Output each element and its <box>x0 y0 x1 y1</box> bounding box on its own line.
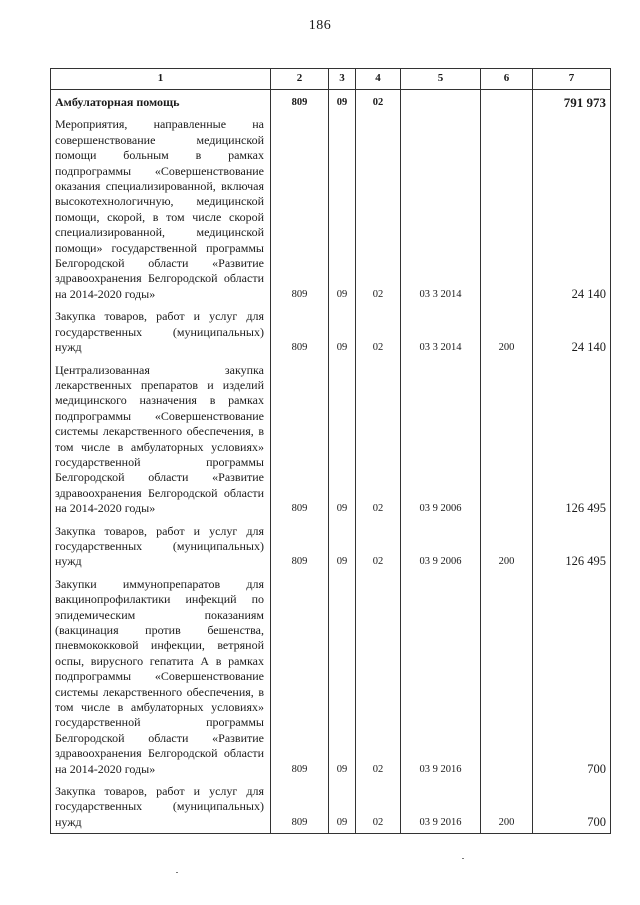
row-subsection: 02 <box>356 305 401 358</box>
row-code: 809 <box>271 780 329 834</box>
row-target-article: 03 9 2006 <box>401 359 481 520</box>
table-header-row <box>51 69 611 90</box>
scan-speck <box>462 858 464 859</box>
row-section: 09 <box>329 359 356 520</box>
column-header: 5 <box>401 69 481 90</box>
row-target-article: 03 9 2016 <box>401 780 481 834</box>
row-code: 809 <box>271 359 329 520</box>
row-name: Закупка товаров, работ и услуг для государственных (муниципальных) нужд <box>51 780 271 834</box>
column-header: 1 <box>51 69 271 90</box>
row-target-article: 03 9 2006 <box>401 520 481 573</box>
column-header: 7 <box>533 69 611 90</box>
row-expense-type: 200 <box>481 305 533 358</box>
budget-table <box>50 68 611 834</box>
table-row <box>51 573 611 780</box>
row-expense-type: 200 <box>481 520 533 573</box>
column-header: 2 <box>271 69 329 90</box>
row-target-article <box>401 90 481 114</box>
scan-speck <box>176 872 178 873</box>
row-subsection: 02 <box>356 113 401 305</box>
row-expense-type <box>481 573 533 780</box>
row-expense-type <box>481 113 533 305</box>
row-subsection: 02 <box>356 520 401 573</box>
table-row <box>51 359 611 520</box>
row-subsection: 02 <box>356 90 401 114</box>
row-amount: 700 <box>533 780 611 834</box>
row-name: Закупки иммунопрепаратов для вакцинопрофилактики инфекций по эпидемическим показаниям (вакцинация против бешенства, пневмококковой инфекции, ветряной оспы, вирусного гепатита А в рамках подпрограммы «Совершенствование системы лекарственного обеспечения, в том числе в амбулаторных условиях» государственной программы Белгородской области «Развитие здравоохранения Белгородской области на 2014-2020 годы» <box>51 573 271 780</box>
table-row <box>51 305 611 358</box>
row-code: 809 <box>271 520 329 573</box>
row-name: Амбулаторная помощь <box>51 90 271 114</box>
table-row <box>51 90 611 114</box>
row-amount: 126 495 <box>533 520 611 573</box>
table-row <box>51 780 611 834</box>
row-code: 809 <box>271 305 329 358</box>
row-subsection: 02 <box>356 780 401 834</box>
row-expense-type <box>481 90 533 114</box>
row-subsection: 02 <box>356 359 401 520</box>
row-expense-type: 200 <box>481 780 533 834</box>
row-amount: 700 <box>533 573 611 780</box>
row-section: 09 <box>329 305 356 358</box>
row-name: Централизованная закупка лекарственных препаратов и изделий медицинского назначения в рамках подпрограммы «Совершенствование системы лекарственного обеспечения, в том числе в амбулаторных условиях» государственной программы Белгородской области «Развитие здравоохранения Белгородской области на 2014-2020 годы» <box>51 359 271 520</box>
row-code: 809 <box>271 573 329 780</box>
row-amount: 24 140 <box>533 113 611 305</box>
row-name: Закупка товаров, работ и услуг для государственных (муниципальных) нужд <box>51 305 271 358</box>
row-section: 09 <box>329 520 356 573</box>
table-row <box>51 113 611 305</box>
row-amount: 24 140 <box>533 305 611 358</box>
row-name: Мероприятия, направленные на совершенствование медицинской помощи больным в рамках подпрограммы «Совершенствование оказания специализированной, включая высокотехнологичную, медицинской помощи, скорой, в том числе скорой специализированной, медицинской помощи» государственной программы Белгородской области «Развитие здравоохранения Белгородской области на 2014-2020 годы» <box>51 113 271 305</box>
row-amount: 791 973 <box>533 90 611 114</box>
table-row <box>51 520 611 573</box>
row-expense-type <box>481 359 533 520</box>
row-name: Закупка товаров, работ и услуг для государственных (муниципальных) нужд <box>51 520 271 573</box>
column-header: 3 <box>329 69 356 90</box>
row-section: 09 <box>329 90 356 114</box>
row-code: 809 <box>271 113 329 305</box>
row-target-article: 03 9 2016 <box>401 573 481 780</box>
row-section: 09 <box>329 113 356 305</box>
row-code: 809 <box>271 90 329 114</box>
row-subsection: 02 <box>356 573 401 780</box>
row-target-article: 03 3 2014 <box>401 113 481 305</box>
column-header: 4 <box>356 69 401 90</box>
row-section: 09 <box>329 780 356 834</box>
row-section: 09 <box>329 573 356 780</box>
row-target-article: 03 3 2014 <box>401 305 481 358</box>
page-number: 186 <box>308 18 332 33</box>
column-header: 6 <box>481 69 533 90</box>
row-amount: 126 495 <box>533 359 611 520</box>
